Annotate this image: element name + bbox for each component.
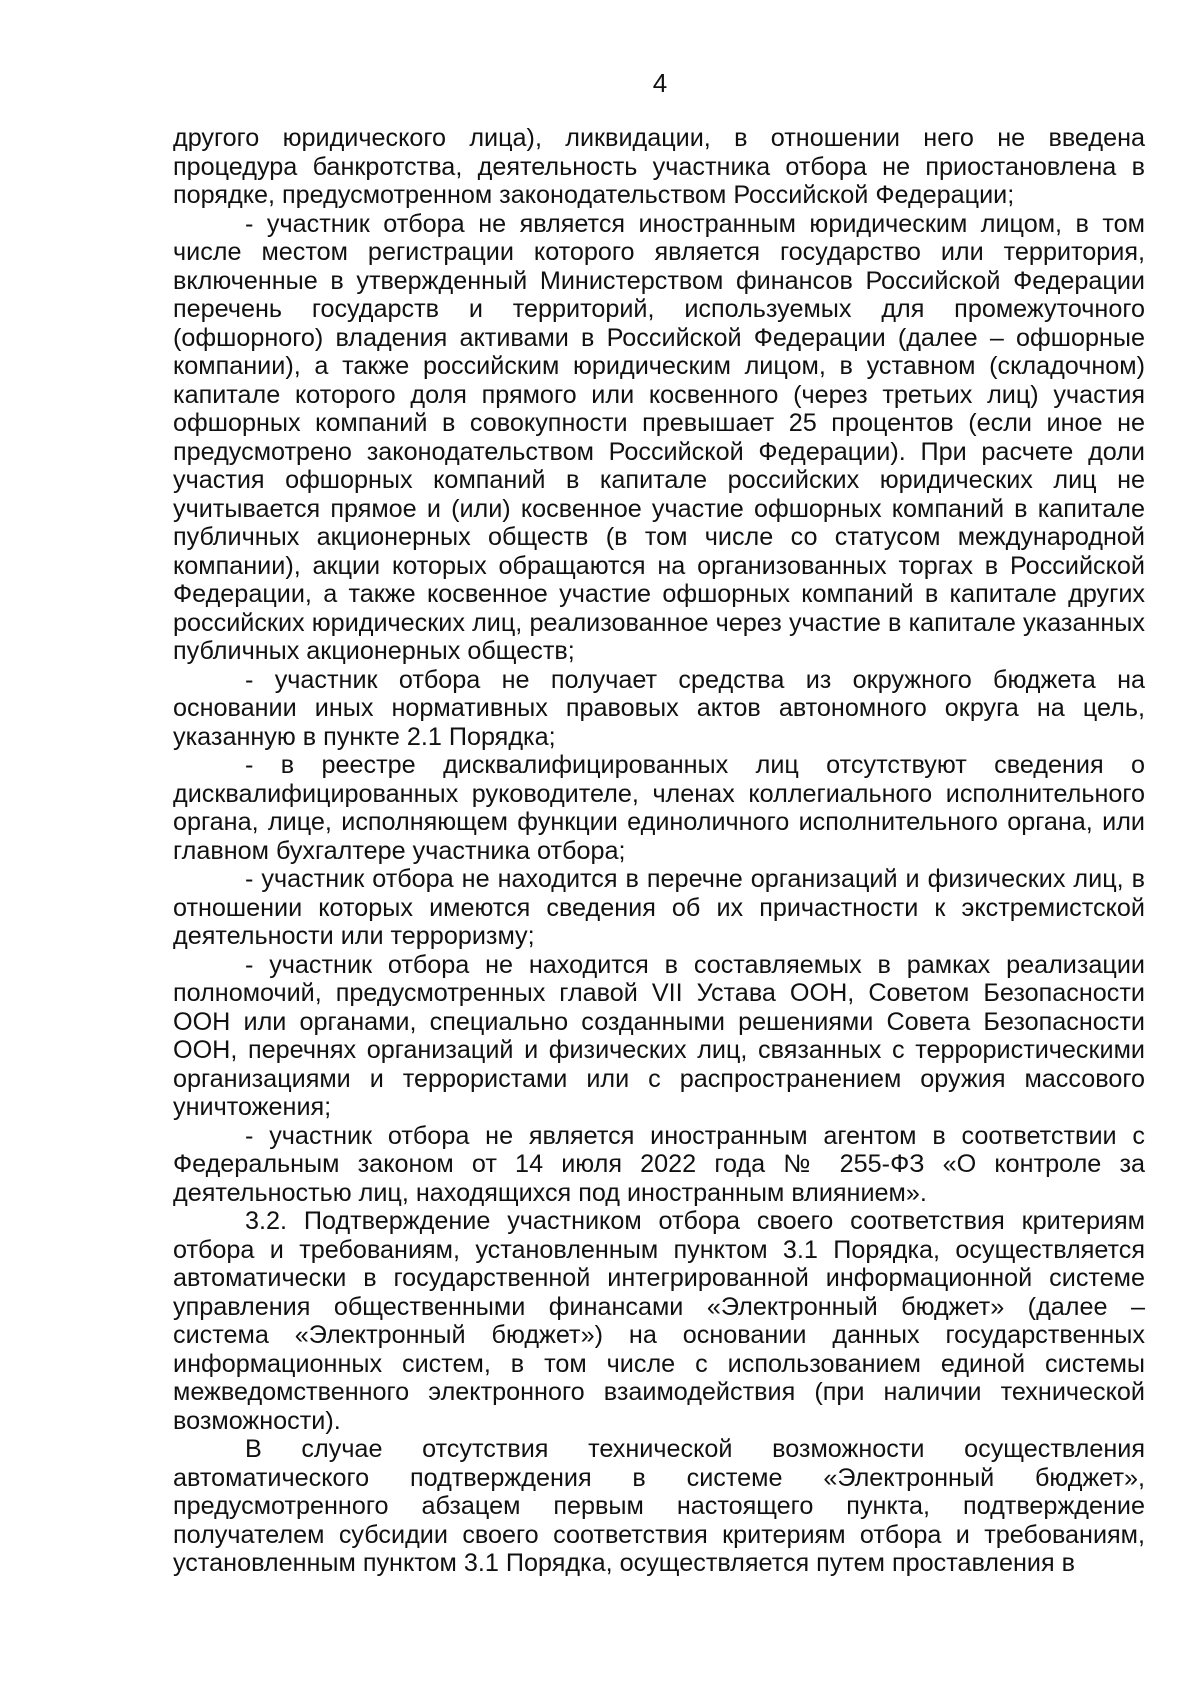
paragraph-3: - участник отбора не получает средства из окружного бюджета на основании иных нормативных правовых актов автономного округа на цель, указанную в пункте 2.1 Порядка;	[173, 665, 1145, 751]
paragraph-9: В случае отсутствия технической возможности осуществления автоматического подтверждения в системе «Электронный бюджет», предусмотренного абзацем первым настоящего пункта, подтверждение получателем субсидии своего соответствия критериям отбора и требованиям, установленным пунктом 3.1 Порядка, осуществляется путем проставления в	[173, 1435, 1145, 1577]
paragraph-8: 3.2. Подтверждение участником отбора своего соответствия критериям отбора и требованиям, установленным пунктом 3.1 Порядка, осуществляется автоматически в государственной интегрированной информационной системе управления общественными финансами «Электронный бюджет» (далее – система «Электронный бюджет») на основании данных государственных информационных систем, в том числе с использованием единой системы межведомственного электронного взаимодействия (при наличии технической возможности).	[173, 1207, 1145, 1435]
paragraph-1: другого юридического лица), ликвидации, в отношении него не введена процедура банкротства, деятельность участника отбора не приостановлена в порядке, предусмотренном законодательством Российской Федерации;	[173, 124, 1145, 209]
paragraph-4: - в реестре дисквалифицированных лиц отсутствуют сведения о дисквалифицированных руководителе, членах коллегиального исполнительного органа, лице, исполняющем функции единоличного исполнительного органа, или главном бухгалтере участника отбора;	[173, 751, 1145, 865]
paragraph-5: - участник отбора не находится в перечне организаций и физических лиц, в отношении которых имеются сведения об их причастности к экстремистской деятельности или терроризму;	[173, 865, 1145, 950]
document-body	[173, 124, 1145, 1578]
page-number: 4	[652, 68, 668, 98]
paragraph-7: - участник отбора не является иностранным агентом в соответствии с Федеральным законом от 14 июля 2022 года № 255-ФЗ «О контроле за деятельностью лиц, находящихся под иностранным влиянием».	[173, 1121, 1145, 1207]
paragraph-6: - участник отбора не находится в составляемых в рамках реализации полномочий, предусмотренных главой VII Устава ООН, Советом Безопасности ООН или органами, специально созданными решениями Совета Безопасности ООН, перечнях организаций и физических лиц, связанных с террористическими организациями и террористами или с распространением оружия массового уничтожения;	[173, 950, 1145, 1121]
paragraph-2: - участник отбора не является иностранным юридическим лицом, в том числе местом регистрации которого является государство или территория, включенные в утвержденный Министерством финансов Российской Федерации перечень государств и территорий, используемых для промежуточного (офшорного) владения активами в Российской Федерации (далее – офшорные компании), а также российским юридическим лицом, в уставном (складочном) капитале которого доля прямого или косвенного (через третьих лиц) участия офшорных компаний в совокупности превышает 25 процентов (если иное не предусмотрено законодательством Российской Федерации). При расчете доли участия офшорных компаний в капитале российских юридических лиц не учитывается прямое и (или) косвенное участие офшорных компаний в капитале публичных акционерных обществ (в том числе со статусом международной компании), акции которых обращаются на организованных торгах в Российской Федерации, а также косвенное участие офшорных компаний в капитале других российских юридических лиц, реализованное через участие в капитале указанных публичных акционерных обществ;	[173, 209, 1145, 665]
